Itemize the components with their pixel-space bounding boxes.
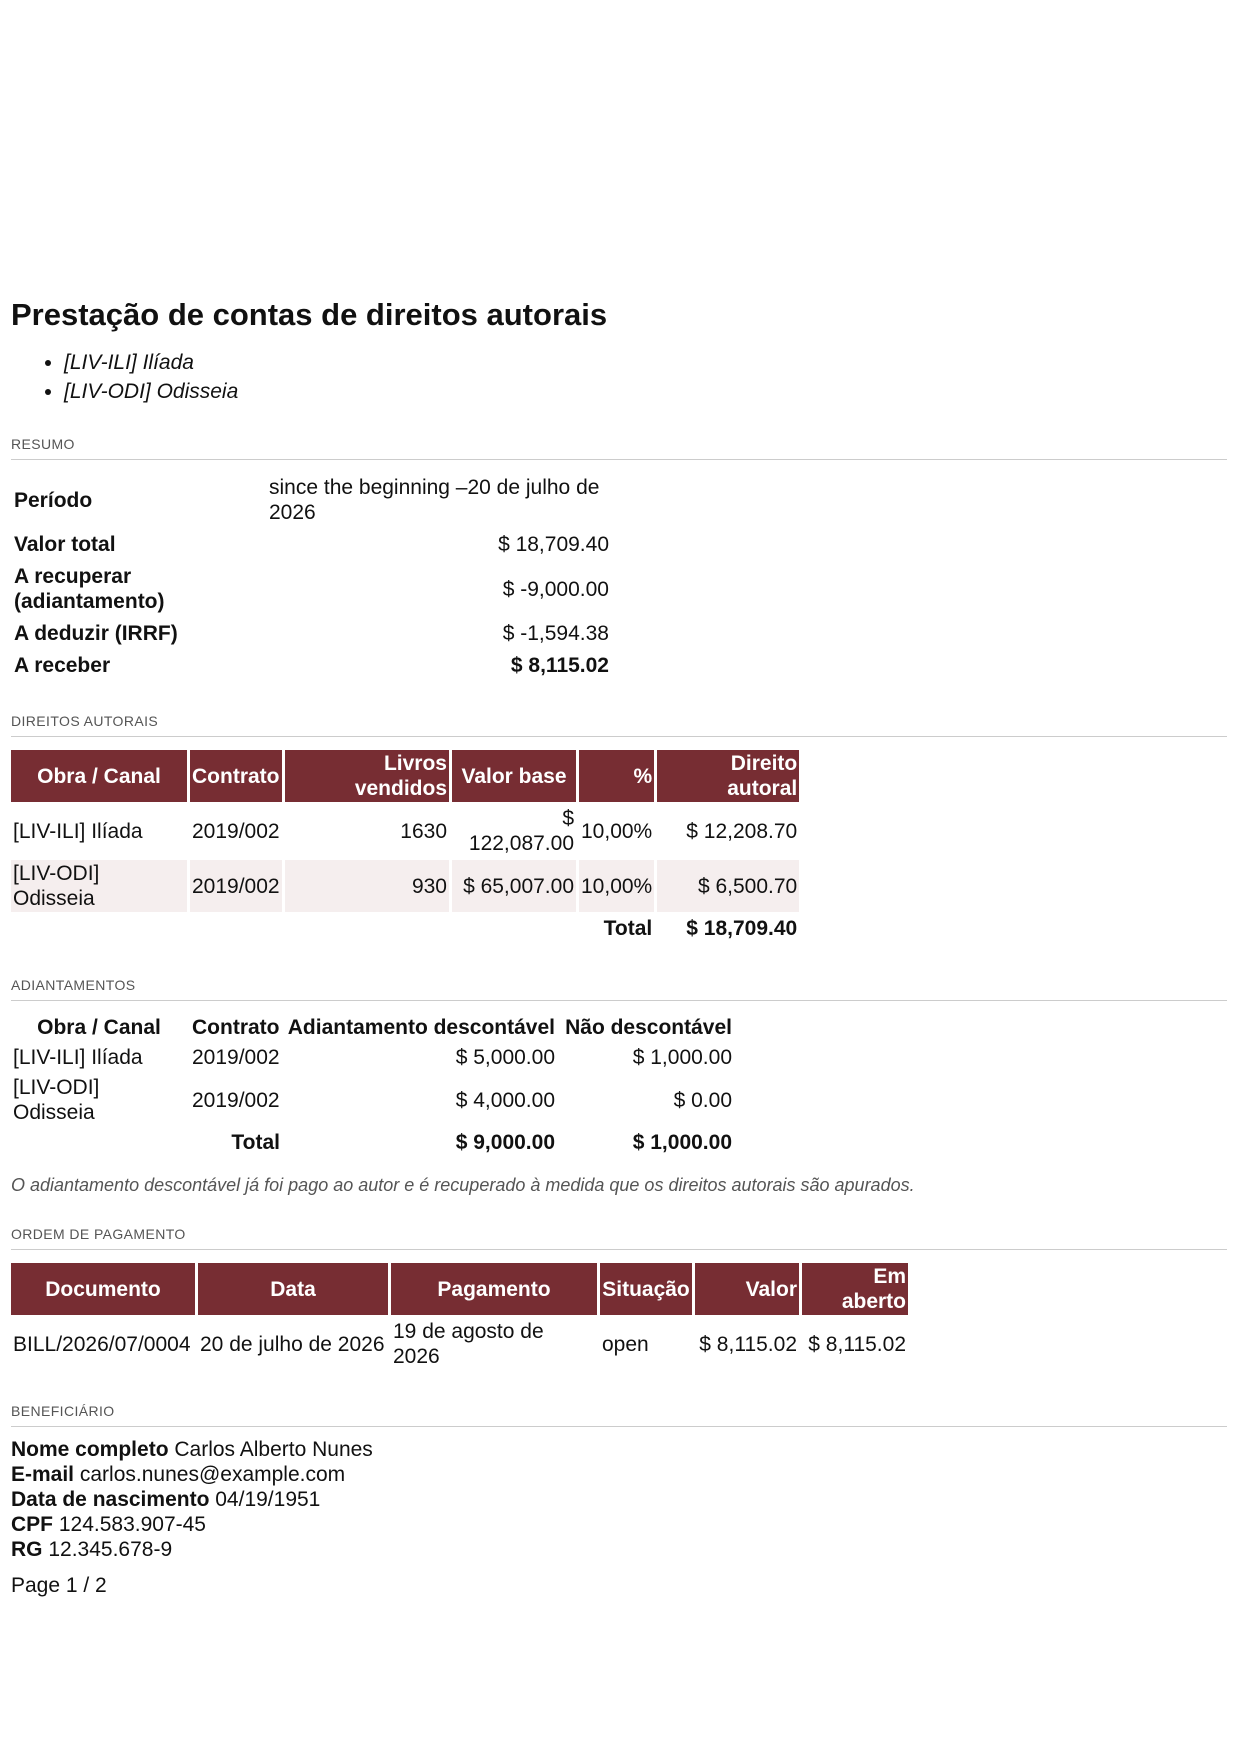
column-header: Data [198,1263,388,1315]
summary-value: $ -1,594.38 [502,622,609,645]
table-cell: $ 5,000.00 [455,1046,555,1069]
table-cell: 2019/002 [192,1088,280,1112]
table-cell: $ 122,087.00 [468,807,574,855]
summary-label: A recuperar (adiantamento) [14,565,165,613]
column-header: Livros vendidos [285,750,449,802]
table-cell: BILL/2026/07/0004 [13,1332,191,1356]
column-header: Situação [600,1263,692,1315]
works-list [11,348,1227,406]
table-row [11,1074,734,1126]
work-item: • [LIV-ILI] Ilíada [64,348,1227,377]
table-cell: 20 de julho de 2026 [200,1332,385,1356]
table-row [11,1318,908,1370]
section-title-ordem: ORDEM DE PAGAMENTO [11,1226,1227,1250]
column-header: Obra / Canal [37,1016,161,1039]
total-value: $ 1,000.00 [632,1131,732,1154]
beneficiary-field [11,1512,1227,1537]
column-header: Valor base [452,750,576,802]
table-cell: $ 0.00 [673,1088,732,1112]
advances-table [8,1011,737,1159]
table-row [11,1044,734,1071]
field-value: 04/19/1951 [215,1488,321,1511]
table-header-row [11,1263,908,1315]
table-cell: 2019/002 [192,819,280,843]
field-label: Nome completo [11,1438,169,1461]
column-header: Valor [695,1263,799,1315]
total-value: $ 9,000.00 [455,1131,555,1154]
column-header: Adiantamento descontável [287,1016,555,1039]
table-cell: 2019/002 [192,1046,280,1069]
summary-label: Valor total [14,533,116,556]
table-cell: $ 6,500.70 [657,860,799,912]
table-cell: [LIV-ILI] Ilíada [13,819,143,843]
total-value: $ 18,709.40 [686,917,798,940]
table-header-row [11,1014,734,1041]
field-label: RG [11,1538,43,1561]
table-cell: [LIV-ILI] Ilíada [13,1046,143,1069]
table-cell: 930 [285,860,449,912]
summary-row [11,530,612,559]
section-title-beneficiario: BENEFICIÁRIO [11,1403,1227,1427]
summary-value: since the beginning –20 de julho de 2026 [269,476,600,524]
section-title-direitos: DIREITOS AUTORAIS [11,713,1227,737]
summary-row [11,619,612,648]
table-cell: $ 8,115.02 [808,1332,906,1356]
page-title: Prestação de contas de direitos autorais [11,297,608,332]
field-value: carlos.nunes@example.com [79,1463,346,1486]
column-header: Em aberto [802,1263,908,1315]
table-cell: $ 8,115.02 [699,1332,797,1356]
section-title-resumo: RESUMO [11,436,1227,460]
beneficiary-field [11,1487,1227,1512]
table-cell: $ 65,007.00 [452,860,576,912]
column-header: Documento [11,1263,195,1315]
beneficiary-field [11,1437,1227,1462]
field-label: Data de nascimento [11,1488,210,1511]
column-header: % [579,750,654,802]
column-header: Obra / Canal [11,750,187,802]
column-header: Contrato [192,1016,280,1039]
table-total-row [11,1129,734,1156]
table-row [11,860,799,912]
summary-value: $ 18,709.40 [498,533,609,556]
table-cell: $ 12,208.70 [686,819,798,843]
field-label: CPF [11,1513,53,1536]
page-number: Page 1 / 2 [11,1574,107,1597]
total-label: Total [603,917,653,940]
table-row [11,805,799,857]
summary-row [11,562,612,616]
table-header-row [11,750,799,802]
field-label: E-mail [11,1463,75,1486]
beneficiary-field [11,1462,1227,1487]
column-header: Contrato [190,750,282,802]
field-value: 124.583.907-45 [58,1513,206,1536]
total-label: Total [231,1131,280,1154]
table-cell: 19 de agosto de 2026 [393,1320,544,1368]
column-header: Direito autoral [657,750,799,802]
table-cell: 2019/002 [190,860,282,912]
column-header: Não descontável [565,1016,732,1039]
table-cell: $ 4,000.00 [455,1088,555,1112]
payment-order-table [8,1260,911,1373]
work-item: • [LIV-ODI] Odisseia [64,377,1227,406]
section-title-adiantamentos: ADIANTAMENTOS [11,977,1227,1001]
table-cell: 10,00% [579,860,654,912]
summary-value: $ -9,000.00 [502,577,609,601]
field-value: Carlos Alberto Nunes [174,1438,373,1461]
table-cell: $ 1,000.00 [632,1046,732,1069]
statement-document [11,296,1227,1598]
table-cell: 10,00% [581,819,653,843]
summary-row [11,651,612,680]
summary-label: A deduzir (IRRF) [14,622,178,645]
summary-value: $ 8,115.02 [510,654,609,677]
table-cell: open [602,1332,649,1356]
summary-label: A receber [14,654,111,677]
table-cell: [LIV-ODI] Odisseia [13,1076,100,1124]
royalties-table [8,747,802,945]
beneficiary-details [11,1437,1227,1562]
summary-table [8,470,615,683]
summary-label: Período [14,488,93,512]
column-header: Pagamento [391,1263,597,1315]
table-cell: 1630 [400,819,447,843]
advances-note: O adiantamento descontável já foi pago ao autor e é recuperado à medida que os direitos autorais são apurados. [11,1175,915,1195]
beneficiary-field [11,1537,1227,1562]
field-value: 12.345.678-9 [48,1538,173,1561]
summary-row [11,473,612,527]
table-cell: [LIV-ODI] Odisseia [11,860,187,912]
table-total-row [11,915,799,942]
